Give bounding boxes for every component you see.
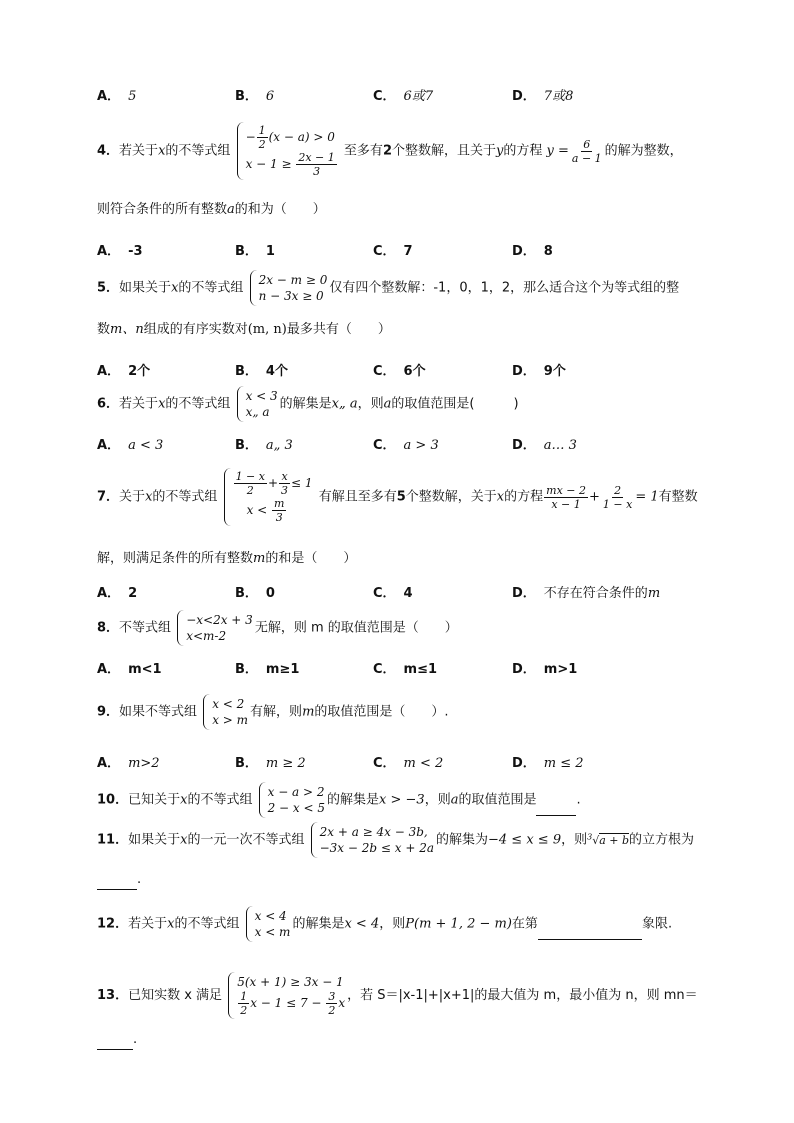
q11-line-2: . [97,870,141,890]
question-9: 9．如果不等式组 x < 2 x > m 有解，则m的取值范围是（ ）. [97,696,449,728]
question-12: 12．若关于x的不等式组 x < 4 x < m 的解集是x < 4，则P(m + 1, 2 − m)在第 象限. [97,908,672,940]
q9-inequality-system: x < 2 x > m [203,696,248,728]
q4-inequality-system: − $\frac{1}{2}$ (x − a) > 0 x − 1 ≥ $\frac{2x - 1}{3}$ [237,124,338,178]
q5-option-c: C． 6个 [373,364,426,379]
q4-text-4: 个整数解，且关于 [391,143,496,159]
q4-text-2: 的不等式组 [165,143,231,159]
q3-option-b: B． 6 [235,89,275,104]
q7-eq-fraction-1: $\frac{mx - 2}{x - 1}$ [546,483,586,511]
q4-eq-lhs: y = [546,143,569,159]
q4-line-2: 则符合条件的所有整数a的和为（ ） [97,202,326,217]
q10-inequality-system: x − a > 2 2 − x < 5 [259,784,325,816]
q7-option-b: B． 0 [235,586,275,601]
q9-option-a: A． m>2 [97,756,160,771]
q6-option-d: D． a… 3 [512,438,577,453]
q4-eq-fraction: $\frac{6}{a - 1}$ [571,137,602,165]
q13-inequality-system: 5(x + 1) ≥ 3x − 1 $\frac{1}{2}$ x − 1 ≤ 7 − $\frac{3}{2}$ x [228,974,345,1017]
q4-option-c: C． 7 [373,244,413,259]
question-4 [97,124,683,178]
q9-option-d: D． m ≤ 2 [512,756,584,771]
q12-inequality-system: x < 4 x < m [246,908,291,940]
question-6: 6．若关于x的不等式组 x < 3 x„ a 的解集是x„ a，则a的取值范围是( ) [97,388,519,420]
q7-line-2: 解，则满足条件的所有整数m的和是（ ） [97,551,357,566]
q7-option-a: A． 2 [97,586,138,601]
question-8: 8．不等式组 −x<2x + 3 x<m-2 无解，则 m 的取值范围是（ ） [97,612,458,644]
q4-var-x: x [158,143,166,159]
q4-text-6: 的解为整数， [604,143,683,159]
q3-option-c: C． 6或7 [373,89,434,104]
q4-option-a: A． -3 [97,244,143,259]
q3-option-d: D． 7或8 [512,89,574,104]
q8-number: 8． [97,620,120,636]
q9-option-b: B． m ≥ 2 [235,756,306,771]
q4-option-b: B． 1 [235,244,275,259]
q8-option-a: A． m<1 [97,662,162,677]
q13-line-2: . [97,1030,137,1050]
q13-number: 13． [97,988,129,1003]
q9-number: 9． [97,704,120,720]
q6-option-c: C． a > 3 [373,438,439,453]
q7-number: 7． [97,489,120,505]
q8-inequality-system: −x<2x + 3 x<m-2 [177,612,253,644]
q5-line-2: 数m、n组成的有序实数对(m, n)最多共有（ ） [97,322,391,337]
q4-count: 2 [382,143,392,159]
q6-option-b: B． a„ 3 [235,438,293,453]
q6-option-a: A． a < 3 [97,438,164,453]
q4-var-y: y [496,143,504,159]
q11-answer-blank [97,889,137,890]
q5-inequality-system: 2x − m ≥ 0 n − 3x ≥ 0 [250,272,328,304]
q3-option-a: A． 5 [97,89,137,104]
q13-answer-blank [97,1049,133,1050]
q10-number: 10． [97,792,129,808]
q5-number: 5． [97,280,120,296]
q5-option-b: B． 4个 [235,364,288,379]
question-10: 10．已知关于x的不等式组 x − a > 2 2 − x < 5 的解集是x > −3，则a的取值范围是 . [97,784,581,816]
q4-text-1: 若关于 [119,143,159,159]
question-13: 13．已知实数 x 满足 5(x + 1) ≥ 3x − 1 $\frac{1}{2}$ x − 1 ≤ 7 − $\frac{3}{2}$ x ，若 S＝|x-1|+|x+1|的最大值为 m，最小值为 n，则 mn＝ [97,974,698,1017]
q5-option-d: D． 9个 [512,364,566,379]
q8-option-b: B． m≥1 [235,662,300,677]
q4-option-d: D． 8 [512,244,553,259]
question-11: 11．如果关于x的一元一次不等式组 2x + a ≥ 4x − 3b, −3x − 2b ≤ x + 2a 的解集为−4 ≤ x ≤ 9，则$^3$√a + b的立方根为 [97,824,694,856]
q8-option-d: D． m>1 [512,662,578,677]
q7-inequality-system: $\frac{1 - x}{2}$ + $\frac{x}{3}$ ≤ 1 x < $\frac{m}{3}$ [224,470,313,524]
q6-number: 6． [97,396,120,412]
q7-option-d: D． 不存在符合条件的m [512,586,661,601]
q12-number: 12． [97,916,129,932]
q4-number: 4． [97,143,120,159]
q7-option-c: C． 4 [373,586,413,601]
q5-option-a: A． 2个 [97,364,151,379]
q7-eq-fraction-2: $\frac{2}{1 - x}$ [602,483,633,511]
q12-answer-blank [538,939,642,940]
q11-cube-root: $^3$√a + b [587,831,630,847]
q11-number: 11． [97,832,129,848]
q4-var-a: a [227,202,235,217]
q10-answer-blank [536,815,576,816]
question-5: 5．如果关于x的不等式组 2x − m ≥ 0 n − 3x ≥ 0 仅有四个整数解：-1，0，1，2，那么适合这个为等式组的整 [97,272,679,304]
q9-option-c: C． m < 2 [373,756,444,771]
q8-option-c: C． m≤1 [373,662,438,677]
q4-text-5: 的方程 [503,143,543,159]
q11-inequality-system: 2x + a ≥ 4x − 3b, −3x − 2b ≤ x + 2a [311,824,434,856]
q6-inequality-system: x < 3 x„ a [237,388,278,420]
q4-text-3: 至多有 [343,143,383,159]
question-7: 7．关于x的不等式组 $\frac{1 - x}{2}$ + $\frac{x}{3}$ ≤ 1 x < $\frac{m}{3}$ 有解且至多有5个整数解，关于x的方程 $\frac{mx - 2}{x - 1}$ + $\frac{2}{1 - x}$ = 1有整数 [97,470,698,524]
